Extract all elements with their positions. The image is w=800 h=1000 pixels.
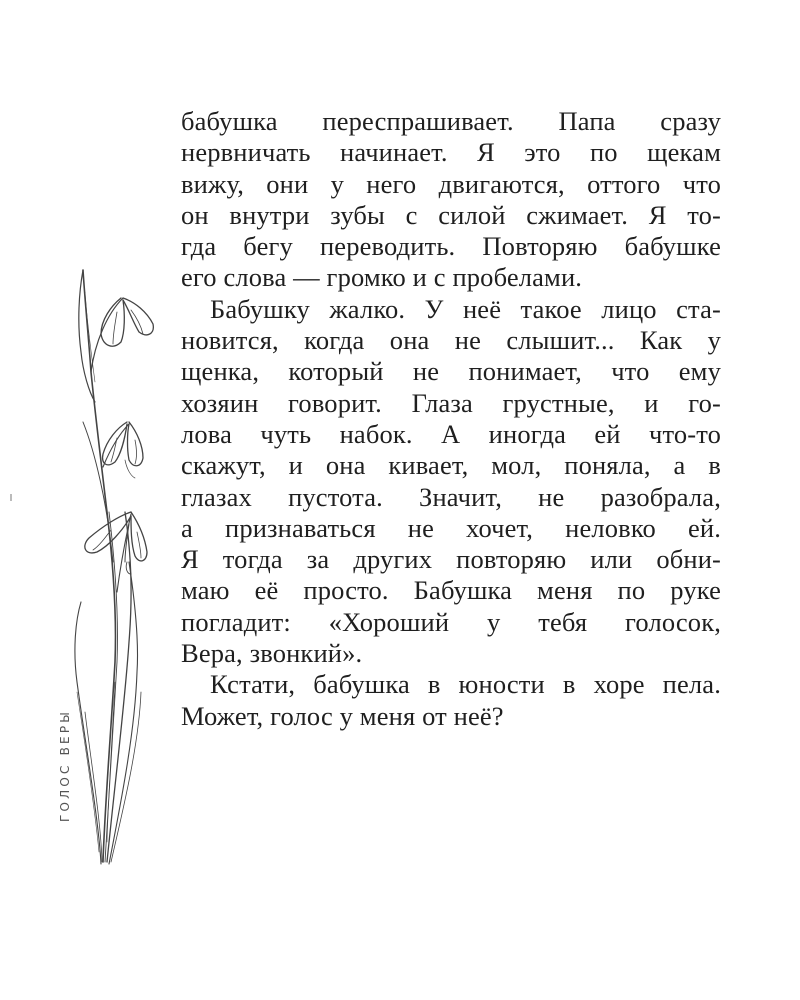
text-line: гда бегу переводить. Повторяю бабушке (181, 231, 721, 262)
paragraph (181, 669, 721, 732)
text-line: бабушка переспрашивает. Папа сразу (181, 106, 721, 136)
text-line: а признаваться не хочет, неловко ей. (181, 512, 721, 543)
text-line: Бабушку жалко. У неё такое лицо ста- (210, 293, 721, 324)
text-line: Вера, звонкий». (181, 638, 363, 669)
text-line: лова чуть набок. А иногда ей что-то (181, 418, 721, 449)
page-edge-mark (10, 494, 12, 501)
running-title: ГОЛОС ВЕРЫ (58, 708, 72, 822)
text-line: щенка, который не понимает, что ему (181, 356, 721, 387)
text-line: он внутри зубы с силой сжимает. Я то- (181, 199, 721, 230)
text-line: скажут, и она кивает, мол, поняла, а в (181, 450, 721, 481)
text-line: маю её просто. Бабушка меня по руке (181, 575, 721, 606)
text-line: хозяин говорит. Глаза грустные, и го- (181, 387, 721, 418)
text-line: Я тогда за других повторяю или обни- (181, 544, 721, 575)
text-line: вижу, они у него двигаются, оттого что (181, 168, 721, 199)
body-text (181, 106, 721, 732)
text-line: новится, когда она не слышит... Как у (181, 325, 721, 356)
text-line: глазах пустота. Значит, не разобрала, (181, 481, 721, 512)
paragraph (181, 106, 721, 294)
text-line: погладит: «Хороший у тебя голосок, (181, 606, 721, 637)
text-line: Кстати, бабушка в юности в хоре пела. (210, 669, 721, 700)
paragraph (181, 294, 721, 670)
snowdrop-illustration (55, 262, 175, 874)
text-line: Может, голос у меня от неё? (181, 700, 504, 731)
text-line: нервничать начинает. Я это по щекам (181, 137, 721, 168)
text-line: его слова — громко и с пробелами. (181, 262, 583, 293)
